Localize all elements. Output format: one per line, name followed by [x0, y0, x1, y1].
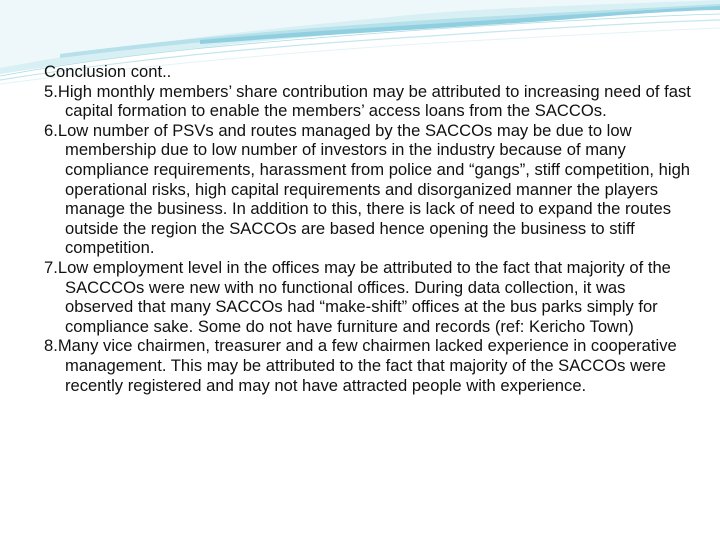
list-item: 5.High monthly members’ share contribution may be attributed to increasing need of fast capital formation to enable the members’ access loans from the SACCOs.	[44, 81, 691, 121]
list-item: 8.Many vice chairmen, treasurer and a few chairmen lacked experience in cooperative management. This may be attributed to the fact that majority of the SACCOs were recently registered and may not have attracted people with experience.	[44, 336, 677, 395]
slide-body	[44, 62, 694, 395]
slide-heading: Conclusion cont..	[44, 62, 172, 81]
list-item: 7.Low employment level in the offices may be attributed to the fact that majority of the SACCCOs were new with no functional offices. During data collection, it was observed that many SACCOs had “make-shift” offices at the bus parks simply for compliance sake. Some do not have furniture and records (ref: Kericho Town)	[44, 257, 671, 336]
list-item: 6.Low number of PSVs and routes managed by the SACCOs may be due to low membership due to low number of investors in the industry because of many compliance requirements, harassment from police and “gangs”, stiff competition, high operational risks, high capital requirements and disorganized manner the players manage the business. In addition to this, there is lack of need to expand the routes outside the region the SACCOs are based hence opening the business to stiff competition.	[44, 120, 691, 258]
